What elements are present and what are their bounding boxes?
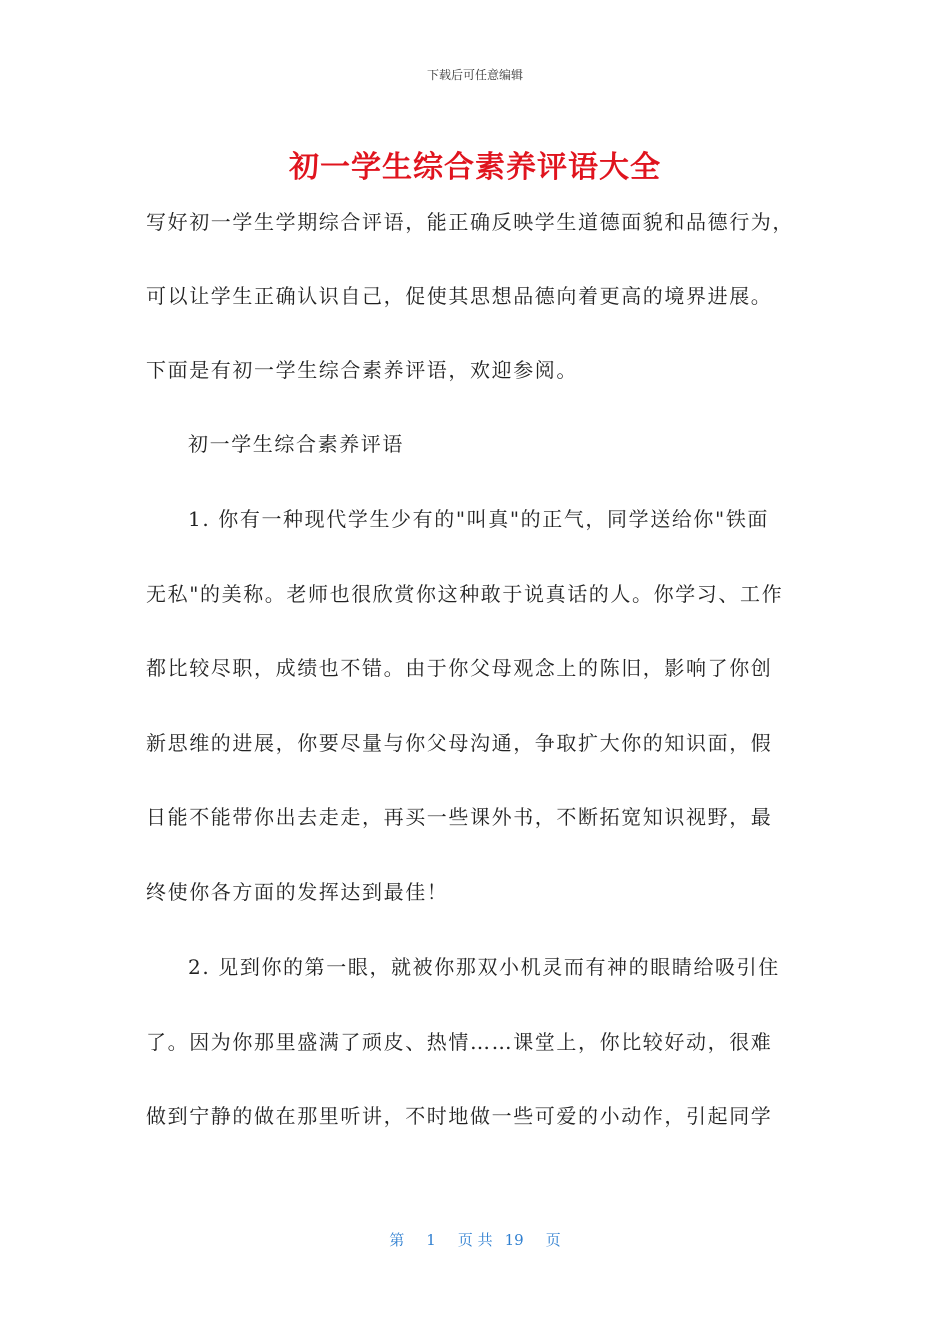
document-title: 初一学生综合素养评语大全: [289, 150, 661, 185]
paragraph-line: 做到宁静的做在那里听讲，不时地做一些可爱的小动作，引起同学: [146, 1104, 773, 1128]
paragraph-line: 2. 见到你的第一眼，就被你那双小机灵而有神的眼睛给吸引住: [188, 955, 780, 979]
page-footer: [0, 1229, 950, 1250]
paragraph-line: 都比较尽职，成绩也不错。由于你父母观念上的陈旧，影响了你创: [146, 656, 773, 680]
paragraph-line: 日能不能带你出去走走，再买一些课外书，不断拓宽知识视野，最: [146, 805, 773, 829]
current-page-number: 1: [426, 1231, 436, 1249]
page-total-label: 页 共: [457, 1231, 493, 1249]
paragraph-line: 可以让学生正确认识自己，促使其思想品德向着更高的境界进展。: [146, 284, 773, 308]
paragraph-line: 1. 你有一种现代学生少有的"叫真"的正气，同学送给你"铁面: [188, 507, 770, 531]
paragraph-line: 新思维的进展，你要尽量与你父母沟通，争取扩大你的知识面，假: [146, 731, 773, 755]
paragraph-line: 无私"的美称。老师也很欣赏你这种敢于说真话的人。你学习、工作: [146, 582, 784, 606]
page-end-label: 页: [545, 1231, 561, 1249]
paragraph-line: 写好初一学生学期综合评语，能正确反映学生道德面貌和品德行为，: [146, 210, 794, 234]
section-heading: 初一学生综合素养评语: [188, 432, 404, 456]
paragraph-line: 终使你各方面的发挥达到最佳！: [146, 880, 449, 904]
header-note: 下载后可任意编辑: [426, 68, 523, 82]
page-label: 第: [389, 1231, 405, 1249]
total-pages-number: 19: [504, 1231, 524, 1249]
paragraph-line: 下面是有初一学生综合素养评语，欢迎参阅。: [146, 358, 578, 382]
paragraph-line: 了。因为你那里盛满了顽皮、热情……课堂上，你比较好动，很难: [146, 1030, 773, 1054]
